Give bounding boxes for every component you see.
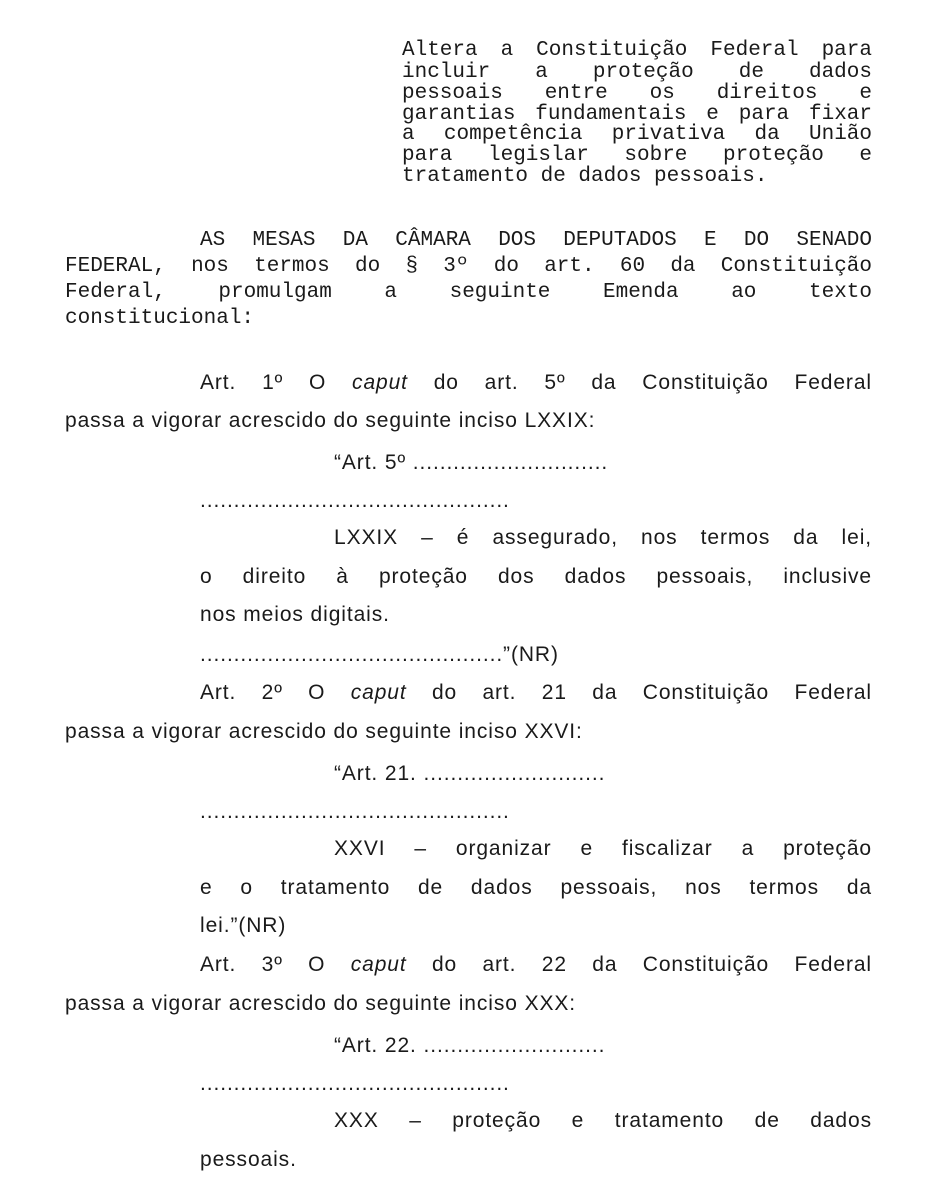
art3-heading (200, 952, 872, 978)
art2-prefix: Art. 2º O (200, 681, 326, 704)
art2-rest: do art. 21 da Constituição Federal (431, 681, 872, 704)
art1-inciso-3: nos meios digitais. (200, 603, 390, 626)
art2-inciso-3: lei.”(NR) (200, 914, 287, 937)
preamble-line-4: constitucional: (65, 307, 255, 330)
preamble-line-2: FEDERAL, nos termos do § 3º do art. 60 da Constituição (65, 255, 872, 278)
preamble-line-3: Federal, promulgam a seguinte Emenda ao texto (65, 281, 872, 304)
art1-closing: .............................................”(NR) (200, 643, 559, 666)
art1-rest: do art. 5º da Constituição Federal (433, 371, 872, 394)
art2-inciso-2: e o tratamento de dados pessoais, nos termos da (200, 876, 872, 899)
ementa-line-6: para legislar sobre proteção e (402, 144, 872, 167)
art3-inciso-1: XXX – proteção e tratamento de dados (334, 1109, 872, 1132)
art1-caput: caput (352, 371, 408, 394)
ementa-line-2: incluir a proteção de dados (402, 61, 872, 84)
art3-rest: do art. 22 da Constituição Federal (431, 953, 872, 976)
art2-quote-head: “Art. 21. ........................... (334, 762, 606, 785)
art3-quote-head: “Art. 22. ........................... (334, 1034, 606, 1057)
art1-dots: .............................................. (200, 489, 510, 512)
ementa-line-3: pessoais entre os direitos e (402, 82, 872, 105)
art2-dots: .............................................. (200, 800, 510, 823)
art2-heading (200, 680, 872, 706)
ementa-line-7: tratamento de dados pessoais. (402, 165, 768, 188)
art1-inciso-2: o direito à proteção dos dados pessoais, inclusive (200, 565, 872, 588)
art3-prefix: Art. 3º O (200, 953, 326, 976)
art2-inciso-1: XXVI – organizar e fiscalizar a proteção (334, 837, 872, 860)
art1-prefix: Art. 1º O (200, 371, 327, 394)
art1-heading (200, 370, 872, 396)
art3-caput: caput (350, 953, 407, 976)
art1-line2: passa a vigorar acrescido do seguinte inciso LXXIX: (65, 409, 596, 432)
ementa-line-4: garantias fundamentais e para fixar (402, 103, 872, 126)
ementa-line-5: a competência privativa da União (402, 123, 872, 146)
art1-quote-head: “Art. 5º ............................. (334, 451, 609, 474)
preamble-line-1: AS MESAS DA CÂMARA DOS DEPUTADOS E DO SENADO (200, 229, 872, 252)
art2-caput: caput (350, 681, 407, 704)
ementa-line-1: Altera a Constituição Federal para (402, 39, 872, 62)
art3-line2: passa a vigorar acrescido do seguinte inciso XXX: (65, 992, 577, 1015)
art3-dots: .............................................. (200, 1072, 510, 1095)
art1-inciso-1: LXXIX – é assegurado, nos termos da lei, (334, 526, 872, 549)
art3-inciso-2: pessoais. (200, 1148, 297, 1171)
art2-line2: passa a vigorar acrescido do seguinte inciso XXVI: (65, 720, 583, 743)
